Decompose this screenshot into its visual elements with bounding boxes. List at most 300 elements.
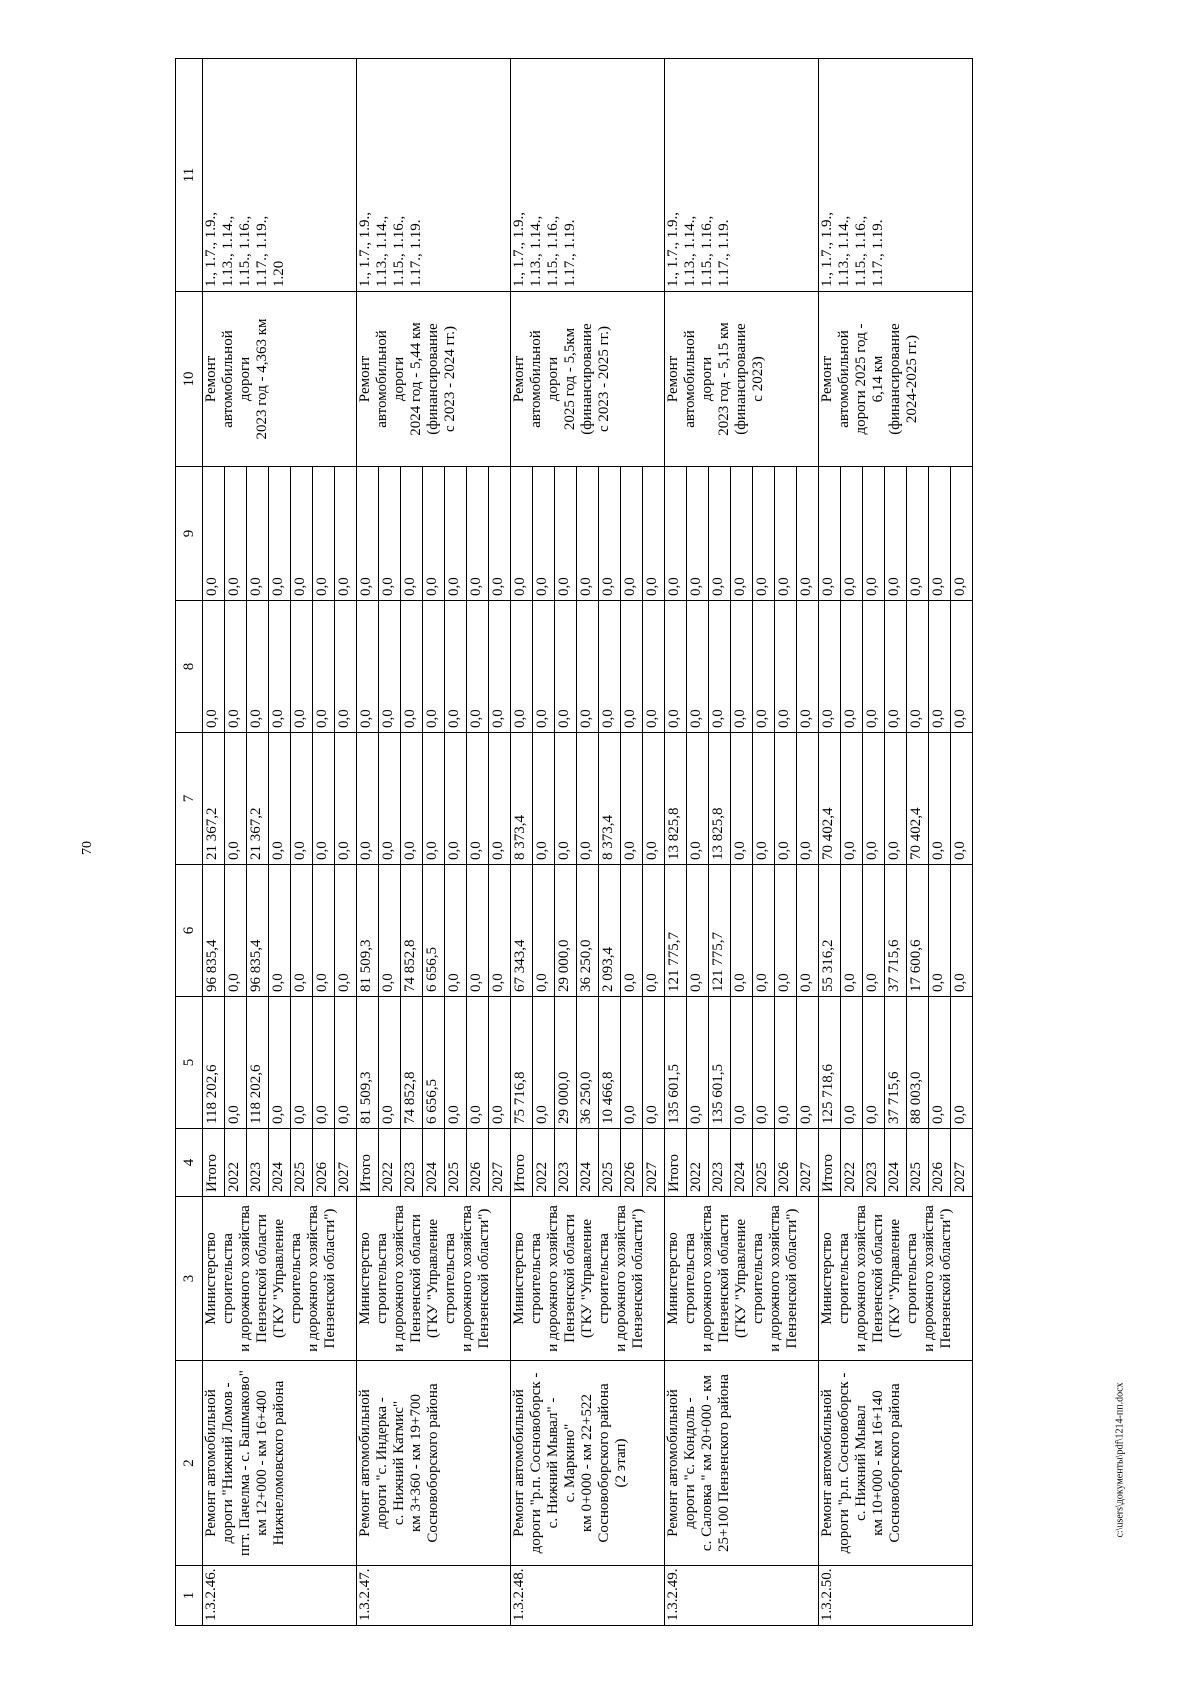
year-cell: 2026 [621,1129,643,1197]
responsible-line: строительства [836,1233,852,1324]
indicator-line: 1.13., 1.14., [836,215,852,287]
year-cell: 2026 [929,1129,951,1197]
activity-name-line: (2 этап) [613,1438,629,1488]
responsible-line: Пензенской области [562,1214,578,1343]
funding-source-cell: 0,0 [445,467,467,601]
funding-source-cell: 0,0 [775,467,797,601]
responsible-executor [819,1197,973,1361]
funding-source-cell: 0,0 [269,733,291,865]
funding-source-cell: 0,0 [643,733,665,865]
funding-source-cell: 0,0 [357,467,379,601]
funding-source-cell: 0,0 [401,467,423,601]
year-cell: 2023 [247,1129,269,1197]
expected-result [665,292,819,467]
funding-source-cell: 0,0 [445,733,467,865]
funding-source-cell: 0,0 [313,733,335,865]
total-funding-cell: 10 466,8 [599,997,621,1129]
responsible-line: и дорожного хозяйства [767,1205,783,1352]
activity-name-line: Сосновоборского района [887,1383,903,1543]
total-funding-cell: 0,0 [533,997,555,1129]
column-header: 11 [176,59,203,292]
responsible-executor [665,1197,819,1361]
activity-name-line: км 10+000 - км 16+140 [870,1390,886,1536]
program-activities-table [175,58,973,1626]
responsible-line: Пензенской области") [322,1208,338,1349]
total-funding-cell: 0,0 [621,997,643,1129]
funding-source-cell: 0,0 [687,467,709,601]
funding-source-cell: 0,0 [225,601,247,733]
funding-source-cell: 0,0 [203,467,225,601]
funding-source-cell: 0,0 [951,865,973,997]
total-funding-cell: 0,0 [335,997,357,1129]
activity-name-line: Ремонт автомобильной [665,1389,681,1537]
responsible-line: (ГКУ "Управление [579,1218,595,1339]
funding-source-cell: 0,0 [841,601,863,733]
column-header: 7 [176,733,203,865]
indicator-line: 1.13., 1.14., [682,215,698,287]
expected-result-line: 2023 год - 5,15 км [716,322,732,436]
funding-source-cell: 0,0 [401,733,423,865]
column-header: 4 [176,1129,203,1197]
funding-source-cell: 0,0 [885,733,907,865]
activity-name-line: км 3+360 - км 19+700 [408,1394,424,1532]
total-funding-cell: 37 715,6 [885,997,907,1129]
funding-source-cell: 0,0 [929,467,951,601]
total-funding-cell: 0,0 [951,997,973,1129]
indicator-line: 1., 1.7., 1.9., [819,212,835,287]
funding-source-cell: 0,0 [423,601,445,733]
activity-name-line: Нижнеломовского района [271,1380,287,1546]
funding-source-cell: 0,0 [247,467,269,601]
funding-source-cell: 0,0 [269,467,291,601]
column-header: 3 [176,1197,203,1361]
funding-source-cell: 0,0 [555,467,577,601]
year-cell: 2026 [467,1129,489,1197]
total-funding-cell: 0,0 [445,997,467,1129]
funding-source-cell: 0,0 [577,601,599,733]
funding-source-cell: 37 715,6 [885,865,907,997]
responsible-line: Пензенской области") [630,1208,646,1349]
funding-source-cell: 96 835,4 [203,865,225,997]
funding-source-cell: 0,0 [621,865,643,997]
table-row [665,59,687,1626]
activity-name-line: дороги "с. Индерка - [374,1397,390,1529]
funding-source-cell: 0,0 [797,601,819,733]
funding-source-cell: 81 509,3 [357,865,379,997]
funding-source-cell: 0,0 [313,467,335,601]
indicator-line: 1.20 [271,260,287,287]
funding-source-cell: 96 835,4 [247,865,269,997]
total-funding-cell: 0,0 [291,997,313,1129]
total-funding-cell: 0,0 [313,997,335,1129]
funding-source-cell: 0,0 [357,733,379,865]
funding-source-cell: 0,0 [907,467,929,601]
funding-source-cell: 0,0 [599,467,621,601]
expected-result-line: 2023 год - 4,363 км [254,318,270,440]
indicator-numbers [665,59,819,292]
funding-source-cell: 0,0 [489,467,511,601]
funding-source-cell: 0,0 [775,865,797,997]
year-cell: 2027 [951,1129,973,1197]
activity-name-line: с. Маркино" [562,1423,578,1503]
indicator-line: 1.17., 1.19. [408,219,424,287]
responsible-line: Пензенской области [716,1214,732,1343]
activity-name-line: км 0+000 - км 22+522 [579,1394,595,1532]
total-funding-cell: 135 601,5 [665,997,687,1129]
funding-source-cell: 0,0 [687,601,709,733]
year-cell: 2024 [885,1129,907,1197]
activity-name-line: Сосновоборского района [596,1383,612,1543]
total-funding-cell: 0,0 [731,997,753,1129]
funding-source-cell: 0,0 [929,865,951,997]
funding-source-cell: 0,0 [797,865,819,997]
indicator-line: 1.13., 1.14., [528,215,544,287]
funding-source-cell: 0,0 [489,733,511,865]
year-cell: 2026 [313,1129,335,1197]
year-cell: 2024 [731,1129,753,1197]
funding-source-cell: 0,0 [951,601,973,733]
expected-result-line: автомобильной [220,330,236,428]
responsible-line: строительства [528,1233,544,1324]
responsible-line: Пензенской области") [476,1208,492,1349]
total-funding-cell: 118 202,6 [203,997,225,1129]
funding-source-cell: 0,0 [731,467,753,601]
expected-result-line: 2024 год - 5,44 км [408,322,424,436]
year-cell: Итого [357,1129,379,1197]
funding-source-cell: 0,0 [841,865,863,997]
total-funding-cell: 0,0 [379,997,401,1129]
responsible-line: строительства [288,1233,304,1324]
expected-result-line: (финансирование [887,323,903,435]
expected-result [511,292,665,467]
responsible-line: Пензенской области") [784,1208,800,1349]
year-cell: 2025 [599,1129,621,1197]
funding-source-cell: 0,0 [665,601,687,733]
activity-name [511,1361,665,1566]
funding-source-cell: 0,0 [753,467,775,601]
funding-source-cell: 0,0 [819,467,841,601]
total-funding-cell: 0,0 [225,997,247,1129]
year-cell: 2023 [555,1129,577,1197]
funding-source-cell: 0,0 [533,601,555,733]
responsible-line: Пензенской области [870,1214,886,1343]
funding-source-cell: 74 852,8 [401,865,423,997]
funding-source-cell: 0,0 [797,733,819,865]
funding-source-cell: 0,0 [819,601,841,733]
funding-source-cell: 0,0 [665,467,687,601]
indicator-line: 1., 1.7., 1.9., [511,212,527,287]
indicator-line: 1., 1.7., 1.9., [665,212,681,287]
funding-source-cell: 55 316,2 [819,865,841,997]
funding-source-cell: 0,0 [731,601,753,733]
funding-source-cell: 0,0 [291,865,313,997]
funding-source-cell: 0,0 [643,601,665,733]
year-cell: 2024 [269,1129,291,1197]
responsible-executor [511,1197,665,1361]
funding-source-cell: 0,0 [379,733,401,865]
activity-name-line: Ремонт автомобильной [511,1389,527,1537]
funding-source-cell: 0,0 [687,865,709,997]
activity-name-line: с. Нижний Катмис" [391,1400,407,1526]
responsible-line: Пензенской области") [938,1208,954,1349]
funding-source-cell: 0,0 [203,601,225,733]
funding-source-cell: 0,0 [511,467,533,601]
expected-result-line: дороги [237,356,253,402]
expected-result-line: (финансирование [733,323,749,435]
funding-source-cell: 0,0 [379,467,401,601]
funding-source-cell: 0,0 [841,467,863,601]
expected-result-line: автомобильной [682,330,698,428]
responsible-executor [203,1197,357,1361]
responsible-line: (ГКУ "Управление [887,1218,903,1339]
funding-source-cell: 0,0 [885,467,907,601]
indicator-numbers [819,59,973,292]
funding-source-cell: 0,0 [621,467,643,601]
indicator-line: 1.15., 1.16., [699,215,715,287]
funding-source-cell: 29 000,0 [555,865,577,997]
funding-source-cell: 0,0 [247,601,269,733]
year-cell: 2022 [841,1129,863,1197]
year-cell: 2023 [401,1129,423,1197]
responsible-line: строительства [596,1233,612,1324]
table-row [357,59,379,1626]
year-cell: 2023 [709,1129,731,1197]
responsible-line: Пензенской области [254,1214,270,1343]
responsible-line: и дорожного хозяйства [237,1205,253,1352]
funding-source-cell: 0,0 [753,865,775,997]
total-funding-cell: 88 003,0 [907,997,929,1129]
funding-source-cell: 17 600,6 [907,865,929,997]
funding-source-cell: 0,0 [863,601,885,733]
funding-source-cell: 0,0 [621,601,643,733]
funding-source-cell: 0,0 [951,467,973,601]
funding-source-cell: 0,0 [555,733,577,865]
column-header: 9 [176,467,203,601]
funding-source-cell: 2 093,4 [599,865,621,997]
activity-name-line: Ремонт автомобильной [203,1389,219,1537]
expected-result-line: автомобильной [836,330,852,428]
funding-source-cell: 0,0 [577,733,599,865]
indicator-line: 1.15., 1.16., [237,215,253,287]
responsible-line: строительства [374,1233,390,1324]
year-cell: Итого [819,1129,841,1197]
expected-result-line: с 2023 - 2025 гг.) [596,326,612,433]
activity-name [819,1361,973,1566]
funding-source-cell: 0,0 [269,601,291,733]
year-cell: 2027 [335,1129,357,1197]
funding-source-cell: 0,0 [951,733,973,865]
expected-result-line: с 2023 - 2024 гг.) [442,326,458,433]
funding-source-cell: 0,0 [335,601,357,733]
expected-result-line: 2025 год - 5,5км [562,327,578,431]
funding-source-cell: 0,0 [335,865,357,997]
funding-source-cell: 0,0 [335,733,357,865]
activity-id: 1.3.2.50. [819,1566,973,1626]
responsible-line: и дорожного хозяйства [391,1205,407,1352]
funding-source-cell: 0,0 [533,733,555,865]
total-funding-cell: 74 852,8 [401,997,423,1129]
funding-source-cell: 0,0 [445,865,467,997]
total-funding-cell: 81 509,3 [357,997,379,1129]
funding-source-cell: 0,0 [775,733,797,865]
table-row [203,59,225,1626]
funding-source-cell: 0,0 [291,733,313,865]
year-cell: 2027 [643,1129,665,1197]
funding-source-cell: 8 373,4 [599,733,621,865]
funding-source-cell: 21 367,2 [247,733,269,865]
activity-name [665,1361,819,1566]
responsible-line: (ГКУ "Управление [271,1218,287,1339]
responsible-line: строительства [750,1233,766,1324]
year-cell: 2024 [577,1129,599,1197]
responsible-line: Министерство [665,1232,681,1325]
program-table-rotated [175,109,1113,1626]
funding-source-cell: 0,0 [467,865,489,997]
responsible-line: Министерство [203,1232,219,1325]
funding-source-cell: 13 825,8 [709,733,731,865]
activity-id: 1.3.2.48. [511,1566,665,1626]
funding-source-cell: 0,0 [335,467,357,601]
responsible-line: и дорожного хозяйства [305,1205,321,1352]
activity-name-line: с. Саловка " км 20+000 - км [699,1374,715,1552]
column-header: 6 [176,865,203,997]
funding-source-cell: 70 402,4 [819,733,841,865]
funding-source-cell: 0,0 [841,733,863,865]
total-funding-cell: 0,0 [269,997,291,1129]
activity-name-line: 25+100 Пензенского района [716,1374,732,1552]
total-funding-cell: 118 202,6 [247,997,269,1129]
funding-source-cell: 8 373,4 [511,733,533,865]
funding-source-cell: 0,0 [907,601,929,733]
funding-source-cell: 0,0 [225,865,247,997]
year-cell: 2025 [445,1129,467,1197]
year-cell: 2025 [907,1129,929,1197]
funding-source-cell: 0,0 [797,467,819,601]
expected-result-line: 6,14 км [870,355,886,403]
responsible-line: и дорожного хозяйства [545,1205,561,1352]
responsible-line: строительства [682,1233,698,1324]
expected-result [203,292,357,467]
funding-source-cell: 0,0 [753,601,775,733]
page-number: 70 [80,841,95,855]
expected-result-line: Ремонт [665,355,681,403]
funding-source-cell: 0,0 [423,733,445,865]
responsible-line: строительства [220,1233,236,1324]
funding-source-cell: 0,0 [533,467,555,601]
indicator-line: 1.17., 1.19., [254,215,270,287]
funding-source-cell: 0,0 [621,733,643,865]
funding-source-cell: 0,0 [357,601,379,733]
expected-result [357,292,511,467]
funding-source-cell: 0,0 [511,601,533,733]
responsible-executor [357,1197,511,1361]
funding-source-cell: 0,0 [533,865,555,997]
total-funding-cell: 0,0 [797,997,819,1129]
indicator-line: 1.17., 1.19. [562,219,578,287]
indicator-line: 1., 1.7., 1.9., [357,212,373,287]
expected-result-line: дороги 2025 год - [853,323,869,435]
indicator-line: 1.15., 1.16., [545,215,561,287]
activity-id: 1.3.2.49. [665,1566,819,1626]
funding-source-cell: 0,0 [467,733,489,865]
column-header: 5 [176,997,203,1129]
expected-result-line: дороги [391,356,407,402]
expected-result-line: с 2023) [750,356,766,402]
total-funding-cell: 29 000,0 [555,997,577,1129]
responsible-line: и дорожного хозяйства [853,1205,869,1352]
expected-result-line: Ремонт [203,355,219,403]
total-funding-cell: 135 601,5 [709,997,731,1129]
responsible-line: и дорожного хозяйства [921,1205,937,1352]
total-funding-cell: 0,0 [687,997,709,1129]
funding-source-cell: 0,0 [643,467,665,601]
activity-name [203,1361,357,1566]
funding-source-cell: 0,0 [291,601,313,733]
indicator-numbers [511,59,665,292]
funding-source-cell: 67 343,4 [511,865,533,997]
activity-name-line: Ремонт автомобильной [357,1389,373,1537]
responsible-line: и дорожного хозяйства [459,1205,475,1352]
column-header: 10 [176,292,203,467]
funding-source-cell: 0,0 [445,601,467,733]
activity-name [357,1361,511,1566]
total-funding-cell: 6 656,5 [423,997,445,1129]
activity-id: 1.3.2.46. [203,1566,357,1626]
responsible-line: Министерство [819,1232,835,1325]
funding-source-cell: 0,0 [467,467,489,601]
funding-source-cell: 21 367,2 [203,733,225,865]
activity-name-line: с. Нижний Мывал" - [545,1397,561,1529]
funding-source-cell: 0,0 [313,865,335,997]
total-funding-cell: 0,0 [643,997,665,1129]
indicator-line: 1.15., 1.16., [853,215,869,287]
funding-source-cell: 0,0 [731,733,753,865]
funding-source-cell: 0,0 [753,733,775,865]
total-funding-cell: 36 250,0 [577,997,599,1129]
funding-source-cell: 0,0 [379,601,401,733]
year-cell: 2022 [687,1129,709,1197]
activity-name-line: дороги "с. Кондоль - [682,1397,698,1529]
funding-source-cell: 121 775,7 [709,865,731,997]
activity-name-line: дороги "р.п. Сосновоборск - [836,1372,852,1554]
total-funding-cell: 0,0 [489,997,511,1129]
expected-result-line: Ремонт [819,355,835,403]
funding-source-cell: 0,0 [885,601,907,733]
funding-source-cell: 0,0 [489,865,511,997]
responsible-line: строительства [442,1233,458,1324]
funding-source-cell: 0,0 [709,601,731,733]
funding-source-cell: 0,0 [379,865,401,997]
activity-name-line: пгт. Пачелма - с. Башмаково" [237,1370,253,1556]
expected-result-line: (финансирование [425,323,441,435]
indicator-numbers [203,59,357,292]
funding-source-cell: 0,0 [863,467,885,601]
funding-source-cell: 6 656,5 [423,865,445,997]
funding-source-cell: 0,0 [775,601,797,733]
funding-source-cell: 0,0 [423,467,445,601]
expected-result-line: 2024-2025 гг.) [904,334,920,424]
funding-source-cell: 0,0 [929,733,951,865]
funding-source-cell: 0,0 [577,467,599,601]
year-cell: 2023 [863,1129,885,1197]
funding-source-cell: 0,0 [863,733,885,865]
funding-source-cell: 0,0 [489,601,511,733]
year-cell: 2025 [753,1129,775,1197]
expected-result-line: дороги [699,356,715,402]
funding-source-cell: 70 402,4 [907,733,929,865]
indicator-line: 1.17., 1.19. [716,219,732,287]
total-funding-cell: 0,0 [929,997,951,1129]
